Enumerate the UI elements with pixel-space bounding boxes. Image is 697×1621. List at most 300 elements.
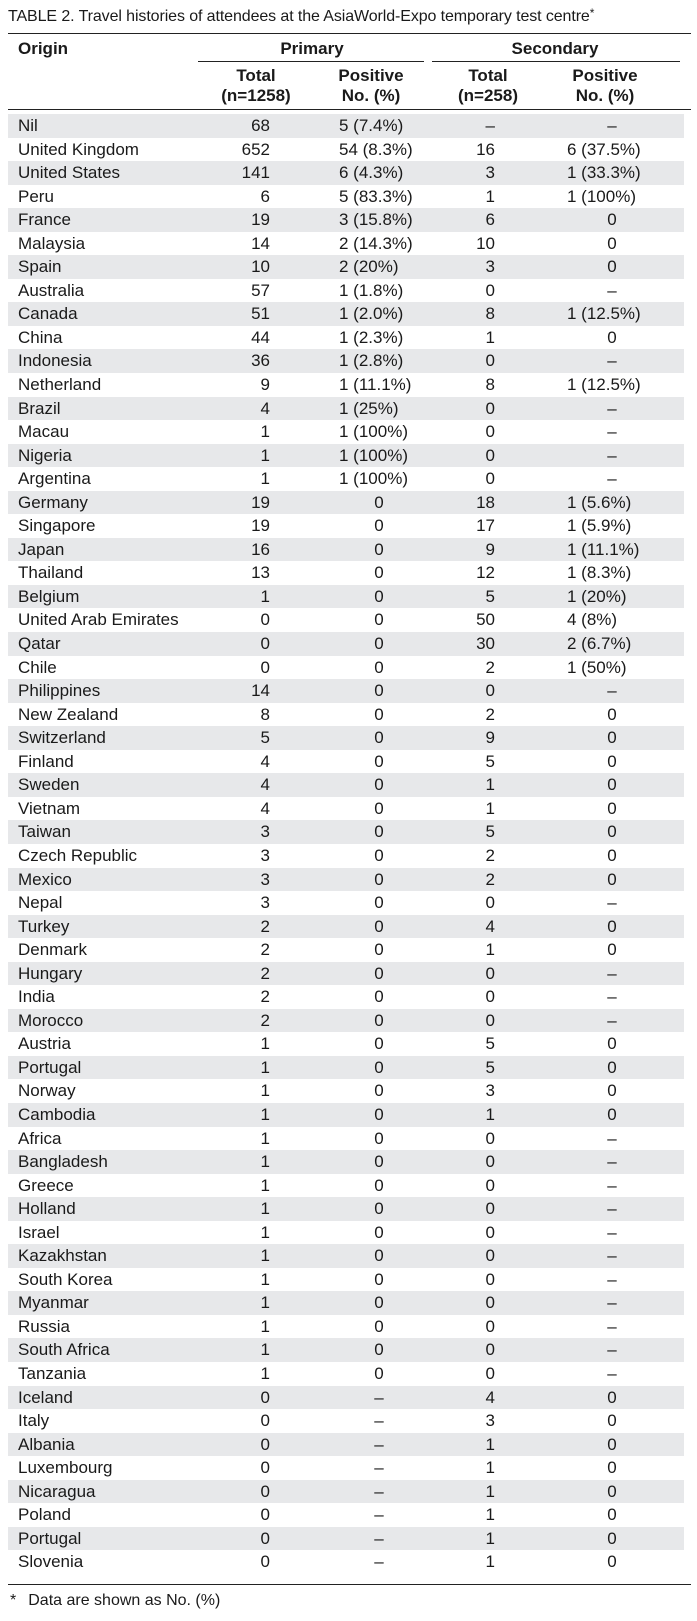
secondary-positive-cell: –	[607, 445, 617, 465]
primary-positive-cell: 0	[374, 516, 384, 536]
origin-cell: Norway	[18, 1081, 76, 1101]
primary-positive-cell: 54 (8.3%)	[339, 139, 413, 159]
primary-positive-cell: 0	[374, 610, 384, 630]
primary-positive-cell: –	[374, 1505, 384, 1525]
primary-total-cell: 0	[260, 1481, 270, 1501]
primary-total-cell: 6	[260, 186, 270, 206]
primary-positive-cell: –	[374, 1411, 384, 1431]
origin-cell: Greece	[18, 1175, 74, 1195]
primary-total-cell: 1	[260, 1081, 270, 1101]
secondary-total-cell: 12	[476, 563, 495, 583]
secondary-positive-cell: 0	[607, 940, 617, 960]
primary-positive-cell: 1 (100%)	[339, 469, 408, 489]
table-title: Travel histories of attendees at the AsiaWorld-Expo temporary test centre	[78, 8, 590, 25]
table-row	[8, 1197, 684, 1221]
table-row	[8, 302, 684, 326]
secondary-total-cell: 1	[485, 1505, 495, 1525]
secondary-total-cell: 0	[485, 280, 495, 300]
primary-total-cell: 2	[260, 963, 270, 983]
secondary-positive-cell: 0	[607, 233, 617, 253]
secondary-positive-cell: –	[607, 681, 617, 701]
primary-positive-cell: 1 (1.8%)	[339, 280, 404, 300]
secondary-positive-cell: 0	[607, 1057, 617, 1077]
origin-cell: Sweden	[18, 775, 80, 795]
secondary-total-cell: 6	[485, 210, 495, 230]
secondary-positive-cell: 0	[607, 257, 617, 277]
origin-cell: Philippines	[18, 681, 101, 701]
origin-cell: Germany	[18, 492, 88, 512]
table-row	[8, 1315, 684, 1339]
secondary-total-cell: 0	[485, 1246, 495, 1266]
secondary-positive-cell: 0	[607, 1034, 617, 1054]
primary-positive-cell: 1 (100%)	[339, 445, 408, 465]
primary-positive-cell: –	[374, 1434, 384, 1454]
origin-cell: Czech Republic	[18, 845, 138, 865]
table-row	[8, 750, 684, 774]
secondary-positive-cell: –	[607, 1246, 617, 1266]
primary-positive-cell: 1 (11.1%)	[339, 375, 412, 395]
origin-cell: Switzerland	[18, 728, 106, 748]
secondary-positive-cell: 1 (33.3%)	[567, 163, 641, 183]
secondary-positive-cell: 0	[607, 728, 617, 748]
table-row	[8, 114, 684, 138]
table-row	[8, 373, 684, 397]
secondary-total-cell: 0	[485, 398, 495, 418]
secondary-total-cell: 8	[485, 304, 495, 324]
primary-total-cell: 8	[260, 704, 270, 724]
secondary-total-cell: 0	[485, 1152, 495, 1172]
origin-cell: Myanmar	[18, 1293, 89, 1313]
primary-total-cell: 2	[260, 916, 270, 936]
primary-total-cell: 19	[251, 210, 270, 230]
origin-cell: Argentina	[18, 469, 91, 489]
origin-cell: Portugal	[18, 1057, 82, 1077]
secondary-positive-cell: –	[607, 1222, 617, 1242]
table-row	[8, 161, 684, 185]
secondary-total-cell: 0	[485, 681, 495, 701]
primary-positive-cell: –	[374, 1481, 384, 1501]
primary-total-cell: 0	[260, 1387, 270, 1407]
origin-cell: Poland	[18, 1505, 71, 1525]
header-primary-positive	[322, 66, 420, 106]
header-primary: Primary	[280, 39, 344, 58]
origin-cell: Japan	[18, 539, 65, 559]
table-row	[8, 679, 684, 703]
table-row	[8, 232, 684, 256]
table-row	[8, 491, 684, 515]
primary-total-cell: 2	[260, 1010, 270, 1030]
table-row	[8, 1268, 684, 1292]
secondary-positive-cell: 1 (5.9%)	[567, 516, 632, 536]
primary-positive-cell: 0	[374, 586, 384, 606]
secondary-positive-cell: –	[607, 1199, 617, 1219]
primary-positive-cell: 2 (14.3%)	[339, 233, 413, 253]
origin-cell: Kazakhstan	[18, 1246, 107, 1266]
header-secondary-positive	[556, 66, 654, 106]
secondary-total-cell: 0	[485, 987, 495, 1007]
secondary-total-cell: 5	[485, 751, 495, 771]
primary-total-cell: 0	[260, 1505, 270, 1525]
primary-total-cell: 0	[260, 657, 270, 677]
table-row	[8, 1503, 684, 1527]
table-row	[8, 279, 684, 303]
table-row	[8, 773, 684, 797]
secondary-total-cell: 5	[485, 1057, 495, 1077]
secondary-positive-cell: –	[607, 280, 617, 300]
table-row	[8, 1221, 684, 1245]
origin-cell: Nicaragua	[18, 1481, 96, 1501]
primary-positive-cell: 0	[374, 1081, 384, 1101]
origin-cell: India	[18, 987, 55, 1007]
table-row	[8, 1456, 684, 1480]
primary-total-cell: 14	[251, 233, 270, 253]
secondary-positive-cell: –	[607, 351, 617, 371]
primary-total-cell: 2	[260, 987, 270, 1007]
table-row	[8, 1174, 684, 1198]
secondary-total-cell: 0	[485, 1293, 495, 1313]
table-row	[8, 1409, 684, 1433]
header-origin: Origin	[18, 39, 69, 58]
secondary-positive-cell: 1 (100%)	[567, 186, 636, 206]
primary-positive-cell: 0	[374, 704, 384, 724]
secondary-positive-cell: 0	[607, 869, 617, 889]
secondary-total-cell: 50	[476, 610, 495, 630]
secondary-positive-cell: 1 (50%)	[567, 657, 627, 677]
secondary-positive-cell: 1 (11.1%)	[567, 539, 640, 559]
primary-total-cell: 652	[241, 139, 270, 159]
origin-cell: Chile	[18, 657, 57, 677]
table-row	[8, 962, 684, 986]
secondary-positive-cell: –	[607, 1128, 617, 1148]
origin-cell: Australia	[18, 280, 85, 300]
table-row	[8, 397, 684, 421]
table-row	[8, 538, 684, 562]
table-label: TABLE 2.	[8, 8, 75, 25]
primary-total-cell: 51	[251, 304, 270, 324]
primary-positive-cell: 0	[374, 893, 384, 913]
secondary-total-cell: 2	[485, 704, 495, 724]
primary-positive-cell: 0	[374, 1340, 384, 1360]
secondary-total-cell: 3	[485, 1411, 495, 1431]
primary-positive-cell: 0	[374, 1010, 384, 1030]
table-row	[8, 185, 684, 209]
secondary-positive-cell: –	[607, 1316, 617, 1336]
origin-cell: Slovenia	[18, 1552, 84, 1572]
secondary-total-cell: 0	[485, 1128, 495, 1148]
secondary-total-cell: 0	[485, 1340, 495, 1360]
primary-total-cell: 16	[251, 539, 270, 559]
primary-positive-cell: 6 (4.3%)	[339, 163, 404, 183]
secondary-total-cell: 3	[485, 163, 495, 183]
origin-cell: Finland	[18, 751, 74, 771]
primary-total-cell: 1	[260, 1316, 270, 1336]
primary-total-cell: 1	[260, 1104, 270, 1124]
secondary-total-cell: 2	[485, 869, 495, 889]
primary-positive-cell: 5 (83.3%)	[339, 186, 413, 206]
primary-total-cell: 36	[251, 351, 270, 371]
secondary-total-cell: 1	[485, 186, 495, 206]
primary-positive-cell: 5 (7.4%)	[339, 116, 404, 135]
primary-positive-cell: 0	[374, 845, 384, 865]
table-row	[8, 1009, 684, 1033]
table-row	[8, 1433, 684, 1457]
secondary-positive-cell: –	[607, 1175, 617, 1195]
table-row	[8, 1079, 684, 1103]
primary-positive-cell: 1 (2.8%)	[339, 351, 404, 371]
secondary-total-cell: 0	[485, 1269, 495, 1289]
header-secondary-total-line1: Total	[468, 66, 508, 85]
primary-total-cell: 0	[260, 1458, 270, 1478]
origin-cell: United Kingdom	[18, 139, 139, 159]
secondary-positive-cell: 0	[607, 210, 617, 230]
primary-positive-cell: 0	[374, 1293, 384, 1313]
header-secondary-positive-line1: Positive	[572, 66, 638, 85]
caption-footnote-mark: *	[589, 6, 595, 20]
secondary-total-cell: 0	[485, 422, 495, 442]
table-row	[8, 255, 684, 279]
footnote-mark: *	[10, 1592, 17, 1609]
origin-cell: Nigeria	[18, 445, 72, 465]
primary-positive-cell: 0	[374, 1199, 384, 1219]
origin-cell: Cambodia	[18, 1104, 96, 1124]
secondary-positive-cell: 1 (12.5%)	[567, 375, 641, 395]
origin-cell: Nil	[18, 116, 38, 135]
secondary-total-cell: 2	[485, 657, 495, 677]
table-row	[8, 561, 684, 585]
secondary-total-cell: 16	[476, 139, 495, 159]
secondary-total-cell: 30	[476, 634, 495, 654]
primary-total-cell: 4	[260, 798, 270, 818]
origin-cell: Spain	[18, 257, 62, 277]
primary-total-cell: 0	[260, 610, 270, 630]
primary-positive-cell: 3 (15.8%)	[339, 210, 413, 230]
table-row	[8, 467, 684, 491]
primary-total-cell: 1	[260, 1363, 270, 1383]
secondary-total-cell: 3	[485, 257, 495, 277]
primary-positive-cell: 0	[374, 751, 384, 771]
bottom-rule	[8, 1584, 691, 1585]
primary-positive-cell: 0	[374, 916, 384, 936]
primary-positive-cell: –	[374, 1528, 384, 1548]
table-caption	[8, 6, 693, 28]
primary-total-cell: 68	[251, 116, 270, 135]
secondary-total-cell: 10	[476, 233, 495, 253]
secondary-positive-cell: –	[607, 398, 617, 418]
table-row	[8, 891, 684, 915]
table-row	[8, 726, 684, 750]
secondary-total-cell: 0	[485, 469, 495, 489]
primary-positive-cell: 1 (100%)	[339, 422, 408, 442]
secondary-positive-cell: 0	[607, 1081, 617, 1101]
primary-total-cell: 3	[260, 893, 270, 913]
primary-total-cell: 1	[260, 445, 270, 465]
origin-cell: France	[18, 210, 71, 230]
secondary-positive-cell: 0	[607, 327, 617, 347]
secondary-positive-cell: 0	[607, 845, 617, 865]
table-row	[8, 1056, 684, 1080]
primary-total-cell: 4	[260, 398, 270, 418]
origin-cell: Qatar	[18, 634, 61, 654]
secondary-positive-cell: 0	[607, 1458, 617, 1478]
secondary-total-cell: 4	[485, 1387, 495, 1407]
primary-total-cell: 3	[260, 869, 270, 889]
secondary-total-cell: 1	[485, 1104, 495, 1124]
primary-total-cell: 1	[260, 1222, 270, 1242]
primary-total-cell: 4	[260, 775, 270, 795]
origin-cell: Africa	[18, 1128, 62, 1148]
secondary-positive-cell: –	[607, 422, 617, 442]
primary-total-cell: 0	[260, 1528, 270, 1548]
table-row	[8, 349, 684, 373]
primary-positive-cell: 0	[374, 1057, 384, 1077]
secondary-total-cell: 0	[485, 893, 495, 913]
secondary-total-cell: 4	[485, 916, 495, 936]
table-row	[8, 420, 684, 444]
secondary-total-cell: 0	[485, 445, 495, 465]
primary-total-cell: 1	[260, 1293, 270, 1313]
origin-cell: Vietnam	[18, 798, 81, 818]
primary-total-cell: 0	[260, 1552, 270, 1572]
primary-positive-cell: 0	[374, 775, 384, 795]
primary-positive-cell: 0	[374, 1269, 384, 1289]
secondary-positive-cell: –	[607, 1340, 617, 1360]
primary-total-cell: 0	[260, 634, 270, 654]
table-row	[8, 1362, 684, 1386]
table-row	[8, 1527, 684, 1551]
secondary-positive-cell: 0	[607, 751, 617, 771]
secondary-positive-cell: 6 (37.5%)	[567, 139, 641, 159]
primary-positive-cell: –	[374, 1458, 384, 1478]
secondary-total-cell: 9	[485, 728, 495, 748]
table-row	[8, 1150, 684, 1174]
secondary-total-cell: 3	[485, 1081, 495, 1101]
origin-cell: Bangladesh	[18, 1152, 108, 1172]
primary-total-cell: 1	[260, 1199, 270, 1219]
secondary-total-cell: 1	[485, 940, 495, 960]
secondary-total-cell: 0	[485, 1175, 495, 1195]
secondary-positive-cell: 0	[607, 1387, 617, 1407]
table-row	[8, 985, 684, 1009]
table-row	[8, 820, 684, 844]
origin-cell: Denmark	[18, 940, 87, 960]
origin-cell: Nepal	[18, 893, 63, 913]
primary-total-cell: 0	[260, 1411, 270, 1431]
primary-positive-cell: –	[374, 1387, 384, 1407]
primary-positive-cell: 0	[374, 492, 384, 512]
primary-positive-cell: 0	[374, 963, 384, 983]
header-secondary-total	[440, 66, 536, 106]
origin-cell: South Korea	[18, 1269, 113, 1289]
secondary-total-cell: 0	[485, 1199, 495, 1219]
secondary-total-cell: 8	[485, 375, 495, 395]
header-secondary-positive-line2: No. (%)	[575, 86, 635, 105]
table-body	[8, 114, 684, 1574]
primary-positive-cell: 0	[374, 987, 384, 1007]
table-row	[8, 444, 684, 468]
primary-total-cell: 1	[260, 1034, 270, 1054]
primary-total-cell: 9	[260, 375, 270, 395]
secondary-total-cell: 9	[485, 539, 495, 559]
primary-positive-cell: 2 (20%)	[339, 257, 399, 277]
secondary-total-cell: 17	[476, 516, 495, 536]
primary-positive-cell: 0	[374, 1222, 384, 1242]
primary-total-cell: 19	[251, 516, 270, 536]
secondary-positive-cell: 4 (8%)	[567, 610, 618, 630]
header-primary-positive-line2: No. (%)	[341, 86, 401, 105]
secondary-positive-cell: 0	[607, 704, 617, 724]
table-row	[8, 915, 684, 939]
origin-cell: Singapore	[18, 516, 96, 536]
origin-cell: New Zealand	[18, 704, 119, 724]
top-rule	[8, 33, 691, 34]
secondary-positive-cell: 0	[607, 1528, 617, 1548]
secondary-positive-cell: 1 (8.3%)	[567, 563, 632, 583]
primary-total-cell: 4	[260, 751, 270, 771]
secondary-positive-cell: –	[607, 1152, 617, 1172]
table-row	[8, 514, 684, 538]
primary-positive-cell: 0	[374, 539, 384, 559]
secondary-total-cell: 5	[485, 822, 495, 842]
secondary-total-cell: 1	[485, 1458, 495, 1478]
origin-cell: Hungary	[18, 963, 83, 983]
secondary-total-cell: 1	[485, 798, 495, 818]
primary-positive-cell: 0	[374, 728, 384, 748]
primary-positive-cell: 1 (2.3%)	[339, 327, 404, 347]
footnote-text: Data are shown as No. (%)	[28, 1592, 221, 1609]
primary-total-cell: 1	[260, 1128, 270, 1148]
primary-total-cell: 1	[260, 1269, 270, 1289]
secondary-total-cell: 1	[485, 775, 495, 795]
primary-total-cell: 2	[260, 940, 270, 960]
secondary-positive-cell: –	[607, 1293, 617, 1313]
secondary-positive-cell: –	[607, 963, 617, 983]
primary-positive-cell: 0	[374, 563, 384, 583]
primary-total-cell: 0	[260, 1434, 270, 1454]
origin-cell: China	[18, 327, 63, 347]
secondary-total-cell: 5	[485, 1034, 495, 1054]
primary-total-cell: 1	[260, 469, 270, 489]
origin-cell: Thailand	[18, 563, 84, 583]
table-row	[8, 1244, 684, 1268]
secondary-positive-cell: 0	[607, 1505, 617, 1525]
secondary-positive-cell: –	[607, 1269, 617, 1289]
table-row	[8, 585, 684, 609]
origin-cell: Macau	[18, 422, 70, 442]
table-row	[8, 1480, 684, 1504]
primary-total-cell: 1	[260, 586, 270, 606]
header-secondary-total-line2: (n=258)	[458, 86, 518, 105]
table-row	[8, 1291, 684, 1315]
primary-positive-cell: 0	[374, 1363, 384, 1383]
secondary-positive-cell: 0	[607, 1434, 617, 1454]
origin-cell: United Arab Emirates	[18, 610, 179, 630]
primary-positive-cell: 0	[374, 1175, 384, 1195]
table-row	[8, 1127, 684, 1151]
table-row	[8, 1032, 684, 1056]
primary-total-cell: 13	[251, 563, 270, 583]
secondary-total-cell: 5	[485, 586, 495, 606]
primary-positive-cell: 0	[374, 1104, 384, 1124]
secondary-total-cell: 0	[485, 1222, 495, 1242]
secondary-positive-cell: –	[607, 1010, 617, 1030]
secondary-total-cell: 0	[485, 1010, 495, 1030]
table-row	[8, 1550, 684, 1574]
secondary-positive-cell: 0	[607, 1411, 617, 1431]
origin-cell: Morocco	[18, 1010, 84, 1030]
secondary-positive-cell: 0	[607, 822, 617, 842]
table-row	[8, 703, 684, 727]
origin-cell: United States	[18, 163, 121, 183]
